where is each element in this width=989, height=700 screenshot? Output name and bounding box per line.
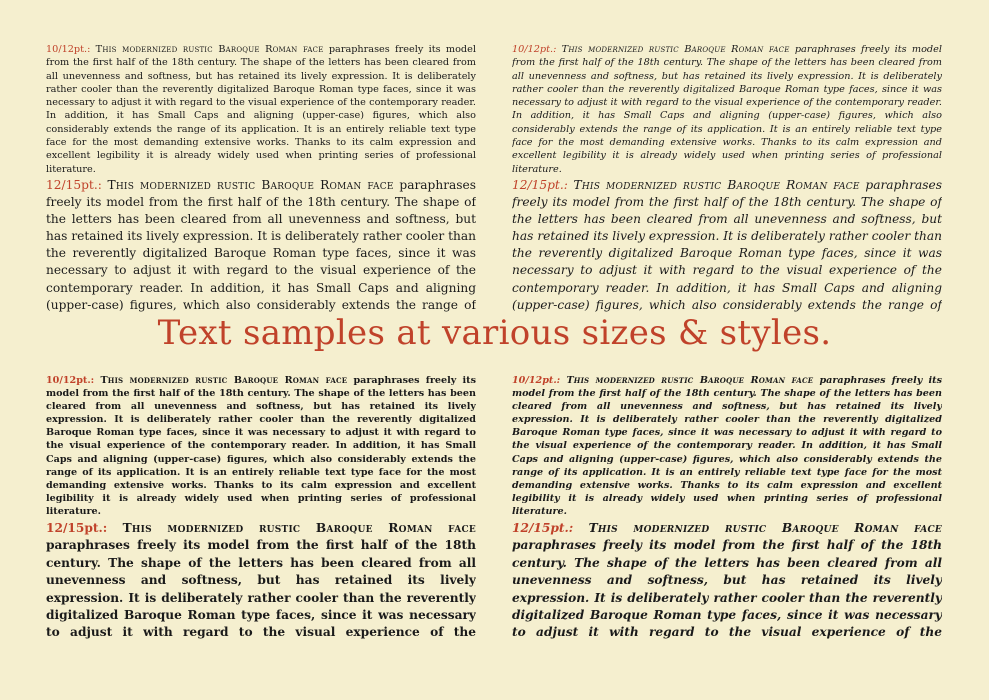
sample-regular-10pt <box>46 43 476 176</box>
lead-small-caps: This modernized rustic Baroque Roman face <box>566 375 814 386</box>
sample-bold-italic <box>512 374 942 642</box>
page-title: Text samples at various sizes & styles. <box>157 313 832 353</box>
lead-small-caps: This modernized rustic Baroque Roman face <box>122 521 476 536</box>
lead-small-caps: This modernized rustic Baroque Roman face <box>107 177 394 192</box>
sample-italic <box>512 43 942 316</box>
sample-bold <box>46 374 476 642</box>
sample-italic-10pt <box>512 43 942 176</box>
size-label: 10/12pt.: <box>46 375 95 386</box>
body-text: paraphrases freely its model from the first half of the 18th century. The shape of the letters has been cleared from all unevenness and softness, but has retained its lively expression. It is deliberately rather cooler than the reverently digitalized Baroque Roman type faces, since it was necessary to adjust it with regard to the visual experience of the contemporary reader. In addition, it has Small Caps and aligning (upper-case) figures, which also considerably extends the range of <box>512 177 942 312</box>
size-label: 12/15pt.: <box>46 177 102 192</box>
sample-bold-12pt <box>46 520 476 642</box>
size-label: 10/12pt.: <box>512 44 557 55</box>
body-text: paraphrases freely its model from the first half of the 18th century. The shape of the letters has been cleared from all unevenness and softness, but has retained its lively expression. It is deliberately rather cooler than the reverently digitalized Baroque Roman type faces, since it was necessary to adjust it with regard to the visual experience of the <box>512 538 942 640</box>
lead-small-caps: This modernized rustic Baroque Roman face <box>588 521 942 536</box>
sample-bold-italic-10pt <box>512 374 942 518</box>
body-text: paraphrases freely its model from the first half of the 18th century. The shape of the letters has been cleared from all unevenness and softness, but has retained its lively expression. It is deliberately rather cooler than the reverently digitalized Baroque Roman type faces, since it was necessary to adjust it with regard to the visual experience of the <box>46 538 476 640</box>
size-label: 10/12pt.: <box>512 375 561 386</box>
lead-small-caps: This modernized rustic Baroque Roman face <box>561 44 790 55</box>
sample-italic-12pt <box>512 177 942 316</box>
lead-small-caps: This modernized rustic Baroque Roman face <box>573 177 860 192</box>
sample-regular <box>46 43 476 316</box>
body-text: paraphrases freely its model from the first half of the 18th century. The shape of the letters has been cleared from all unevenness and softness, but has retained its lively expression. It is deliberately rather cooler than the reverently digitalized Baroque Roman type faces, since it was necessary to adjust it with regard to the visual experience of the contemporary reader. In addition, it has Small Caps and aligning (upper-case) figures, which also considerably extends the range of <box>46 177 476 312</box>
lead-small-caps: This modernized rustic Baroque Roman face <box>95 44 324 55</box>
sample-regular-12pt <box>46 177 476 316</box>
body-text: paraphrases freely its model from the first half of the 18th century. The shape of the letters has been cleared from all unevenness and softness, but has retained its lively expression. It is deliberately rather cooler than the reverently digitalized Baroque Roman type faces, since it was necessary to adjust it with regard to the visual experience of the contemporary reader. In addition, it has Small Caps and aligning (upper-case) figures, which also considerably extends the range of its application. It is an entirely reliable text type face for the most demanding extensive works. Thanks to its calm expression and excellent legibility it is already widely used when printing series of professional literature. <box>512 375 942 517</box>
lead-small-caps: This modernized rustic Baroque Roman face <box>100 375 348 386</box>
size-label: 10/12pt.: <box>46 44 91 55</box>
size-label: 12/15pt.: <box>46 521 108 536</box>
body-text: paraphrases freely its model from the first half of the 18th century. The shape of the letters has been cleared from all unevenness and softness, but has retained its lively expression. It is deliberately rather cooler than the reverently digitalized Baroque Roman type faces, since it was necessary to adjust it with regard to the visual experience of the contemporary reader. In addition, it has Small Caps and aligning (upper-case) figures, which also considerably extends the range of its application. It is an entirely reliable text type face for the most demanding extensive works. Thanks to its calm expression and excellent legibility it is already widely used when printing series of professional literature. <box>46 375 476 517</box>
size-label: 12/15pt.: <box>512 177 568 192</box>
sample-bold-10pt <box>46 374 476 518</box>
body-text: paraphrases freely its model from the first half of the 18th century. The shape of the letters has been cleared from all unevenness and softness, but has retained its lively expression. It is deliberately rather cooler than the reverently digitalized Baroque Roman type faces, since it was necessary to adjust it with regard to the visual experience of the contemporary reader. In addition, it has Small Caps and aligning (upper-case) figures, which also considerably extends the range of its application. It is an entirely reliable text type face for the most demanding extensive works. Thanks to its calm expression and excellent legibility it is already widely used when printing series of professional literature. <box>46 44 476 175</box>
body-text: paraphrases freely its model from the first half of the 18th century. The shape of the letters has been cleared from all unevenness and softness, but has retained its lively expression. It is deliberately rather cooler than the reverently digitalized Baroque Roman type faces, since it was necessary to adjust it with regard to the visual experience of the contemporary reader. In addition, it has Small Caps and aligning (upper-case) figures, which also considerably extends the range of its application. It is an entirely reliable text type face for the most demanding extensive works. Thanks to its calm expression and excellent legibility it is already widely used when printing series of professional literature. <box>512 44 942 175</box>
size-label: 12/15pt.: <box>512 521 574 536</box>
sample-bold-italic-12pt <box>512 520 942 642</box>
